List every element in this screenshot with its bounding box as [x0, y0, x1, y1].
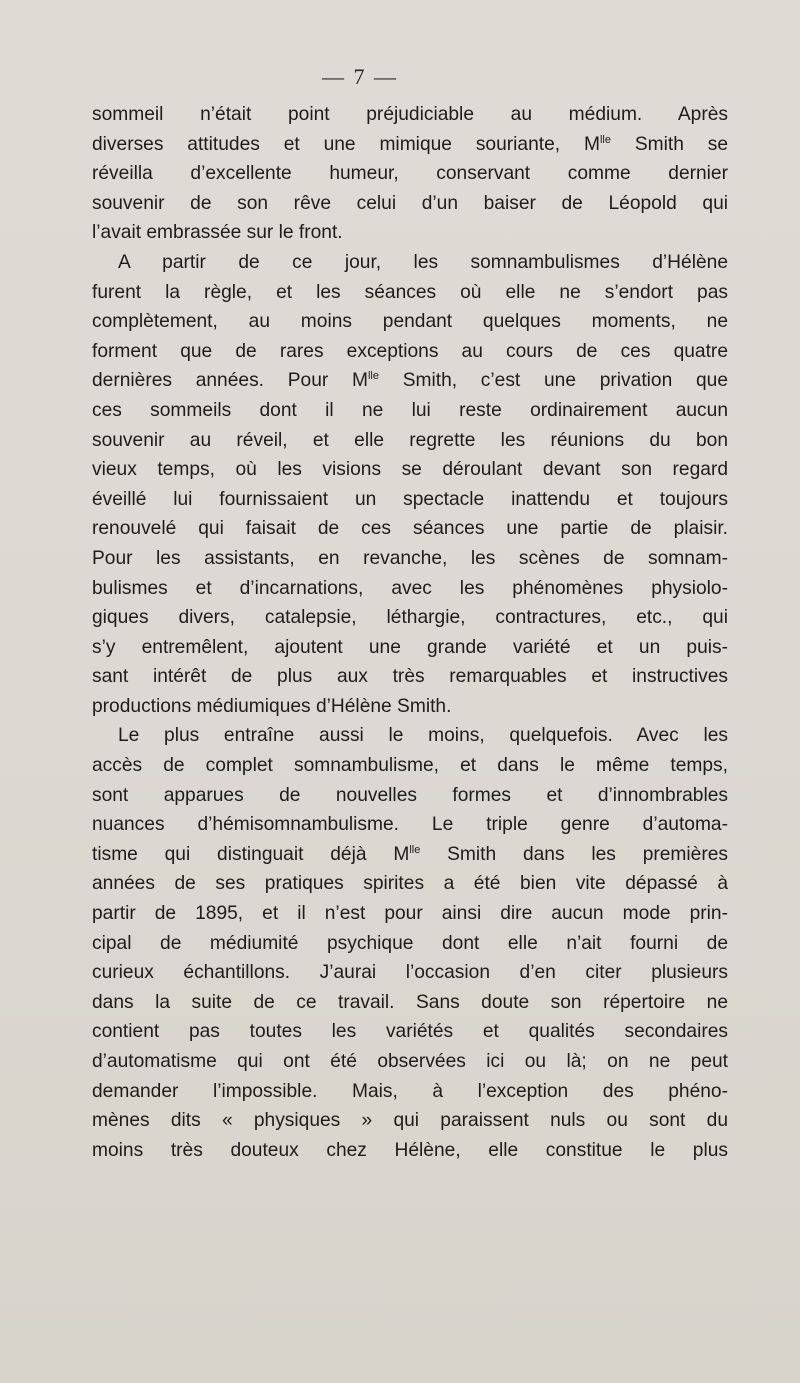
- text-line: [92, 218, 728, 248]
- text-line: [92, 307, 728, 337]
- text-segment: d’automatisme qui ont été observées ici ou là; on ne peut: [92, 1051, 728, 1072]
- text-segment: tisme qui distinguait déjà M: [92, 843, 410, 865]
- text-segment: l’avait embrassée sur le front.: [92, 222, 343, 244]
- text-segment: partir de 1895, et il n’est pour ainsi dire aucun mode prin-: [92, 903, 728, 925]
- text-line: [92, 1047, 728, 1077]
- text-line: [92, 278, 728, 308]
- text-line: [92, 899, 728, 929]
- text-line: [92, 130, 728, 160]
- text-segment: diverses attitudes et une mimique souriante, M: [92, 133, 600, 155]
- text-segment: Pour les assistants, en revanche, les scènes de somnam-: [92, 547, 728, 569]
- text-line: [92, 426, 728, 456]
- text-segment: contient pas toutes les variétés et qualités secondaires: [92, 1021, 728, 1043]
- text-segment: moins très douteux chez Hélène, elle constitue le plus: [92, 1139, 728, 1161]
- text-line: [92, 100, 728, 130]
- text-segment: renouvelé qui faisait de ces séances une partie de plaisir.: [92, 518, 728, 540]
- text-line: [92, 692, 728, 722]
- text-line: [92, 751, 728, 781]
- text-line: [92, 721, 728, 751]
- text-line: [92, 840, 728, 870]
- text-line: [92, 603, 728, 633]
- text-line: [92, 810, 728, 840]
- superscript-abbrev: lle: [367, 370, 379, 383]
- text-segment: giques divers, catalepsie, léthargie, contractures, etc., qui: [92, 607, 728, 629]
- text-segment: Smith, c’est une privation que: [378, 370, 728, 392]
- text-segment: nuances d’hémisomnambulisme. Le triple genre d’automa-: [92, 814, 728, 836]
- text-line: [92, 929, 728, 959]
- text-line: [92, 337, 728, 367]
- text-segment: réveilla d’excellente humeur, conservant comme dernier: [92, 163, 728, 185]
- text-line: [92, 1017, 728, 1047]
- text-segment: ces sommeils dont il ne lui reste ordinairement aucun: [92, 399, 728, 421]
- text-line: [92, 366, 728, 396]
- text-line: [92, 781, 728, 811]
- text-segment: dans la suite de ce travail. Sans doute son répertoire ne: [92, 991, 728, 1013]
- text-segment: dernières années. Pour M: [92, 370, 368, 392]
- text-line: [92, 662, 728, 692]
- body-text: [92, 100, 728, 1165]
- text-line: [92, 514, 728, 544]
- text-line: [92, 455, 728, 485]
- text-segment: Smith se: [610, 133, 728, 155]
- text-segment: furent la règle, et les séances où elle ne s’endort pas: [92, 281, 728, 303]
- text-segment: éveillé lui fournissaient un spectacle inattendu et toujours: [92, 488, 728, 510]
- text-line: [92, 189, 728, 219]
- text-line: [92, 1106, 728, 1136]
- text-line: [92, 633, 728, 663]
- text-segment: mènes dits « physiques » qui paraissent nuls ou sont du: [92, 1110, 728, 1132]
- text-line: [92, 988, 728, 1018]
- text-segment: bulismes et d’incarnations, avec les phénomènes physiolo-: [92, 577, 728, 599]
- text-segment: s’y entremêlent, ajoutent une grande variété et un puis-: [92, 636, 728, 658]
- text-line: [92, 869, 728, 899]
- text-line: [92, 958, 728, 988]
- text-line: [92, 544, 728, 574]
- text-segment: sont apparues de nouvelles formes et d’innombrables: [92, 784, 728, 806]
- text-segment: souvenir au réveil, et elle regrette les réunions du bon: [92, 429, 728, 451]
- text-segment: sant intérêt de plus aux très remarquables et instructives: [92, 666, 728, 688]
- text-line: [92, 485, 728, 515]
- text-segment: années de ses pratiques spirites a été bien vite dépassé à: [92, 873, 728, 895]
- text-segment: A partir de ce jour, les somnambulismes d’Hélène: [118, 251, 728, 273]
- text-line: [92, 159, 728, 189]
- superscript-abbrev: lle: [599, 133, 611, 146]
- text-segment: Le plus entraîne aussi le moins, quelquefois. Avec les: [118, 725, 728, 747]
- text-line: [92, 1077, 728, 1107]
- text-line: [92, 1136, 728, 1166]
- text-segment: Smith dans les premières: [420, 843, 728, 865]
- text-segment: sommeil n’était point préjudiciable au médium. Après: [92, 104, 728, 125]
- text-segment: demander l’impossible. Mais, à l’exception des phéno-: [92, 1080, 728, 1102]
- text-segment: complètement, au moins pendant quelques moments, ne: [92, 311, 728, 333]
- text-segment: accès de complet somnambulisme, et dans le même temps,: [92, 755, 728, 777]
- text-segment: productions médiumiques d’Hélène Smith.: [92, 695, 452, 717]
- text-segment: vieux temps, où les visions se déroulant devant son regard: [92, 459, 728, 481]
- text-segment: cipal de médiumité psychique dont elle n’ait fourni de: [92, 932, 728, 954]
- superscript-abbrev: lle: [409, 843, 421, 856]
- text-segment: curieux échantillons. J’aurai l’occasion d’en citer plusieurs: [92, 962, 728, 984]
- page-number: — 7 —: [322, 64, 398, 89]
- text-line: [92, 248, 728, 278]
- text-line: [92, 574, 728, 604]
- text-segment: souvenir de son rêve celui d’un baiser de Léopold qui: [92, 192, 728, 214]
- text-segment: forment que de rares exceptions au cours de ces quatre: [92, 340, 728, 362]
- text-line: [92, 396, 728, 426]
